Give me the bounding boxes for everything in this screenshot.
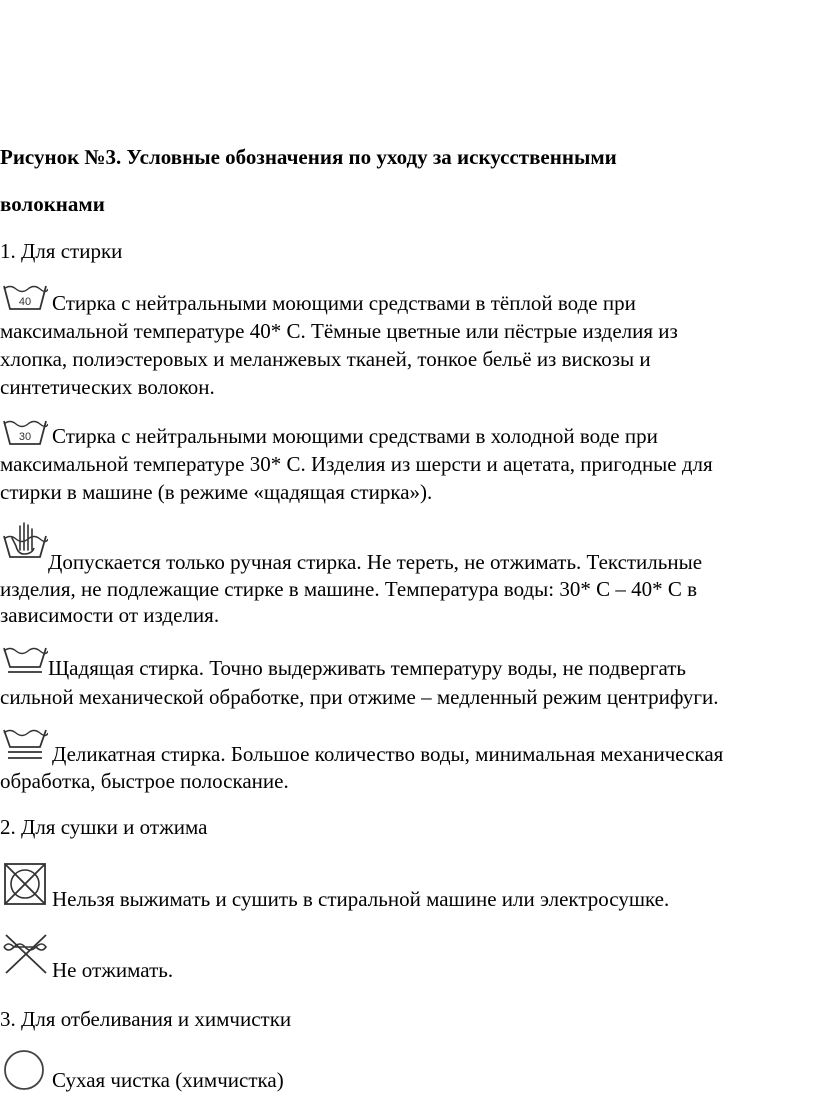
delicate-wash-text-line-2: обработка, быстрое полоскание. [0,769,289,793]
wash-30-text-line-2: максимальной температуре 30* С. Изделия из шерсти и ацетата, пригодные для [0,452,713,476]
section-heading-washing: 1. Для стирки [0,239,123,263]
delicate-wash-text-line-1: Деликатная стирка. Большое количество воды, минимальная механическая [52,742,724,766]
gentle-wash-text-line-2: сильной механической обработке, при отжиме – медленный режим центрифуги. [0,685,719,709]
wash-30-icon [2,418,48,448]
wash-40-icon [2,283,48,313]
hand-wash-text-line-2: изделия, не подлежащие стирке в машине. Температура воды: 30* С – 40* С в [0,577,698,601]
no-wring-text: Не отжимать. [52,958,174,982]
wash-40-text-line-1: Стирка с нейтральными моющими средствами в тёплой воде при [52,291,636,315]
document-title-line-2: волокнами [0,192,105,216]
no-tumble-dry-icon [2,861,48,907]
gentle-wash-icon [2,645,48,675]
hand-wash-icon [2,520,48,560]
wash-40-text-line-3: хлопка, полиэстеровых и меланжевых тканей, тонкое бельё из вискозы и [0,347,651,371]
wash-40-text-line-2: максимальной температуре 40* С. Тёмные цветные или пёстрые изделия из [0,319,678,343]
no-tumble-dry-text: Нельзя выжимать и сушить в стиральной машине или электросушке. [52,887,670,911]
wash-40-text-line-4: синтетических волокон. [0,375,215,399]
gentle-wash-text-line-1: Щадящая стирка. Точно выдерживать температуру воды, не подвергать [48,656,686,680]
wash-30-icon-label: 30 [18,431,32,443]
no-wring-icon [2,933,48,975]
section-heading-drying: 2. Для сушки и отжима [0,815,208,839]
dry-clean-text: Сухая чистка (химчистка) [52,1068,284,1092]
document-title-line-1: Рисунок №3. Условные обозначения по уходу за искусственными [0,145,617,169]
delicate-wash-icon [2,727,48,761]
dry-clean-icon [2,1048,48,1094]
wash-30-text-line-3: стирки в машине (в режиме «щадящая стирка»). [0,480,433,504]
section-heading-bleach-drycleaning: 3. Для отбеливания и химчистки [0,1007,292,1031]
wash-40-icon-label: 40 [18,296,32,308]
hand-wash-text-line-1: Допускается только ручная стирка. Не тереть, не отжимать. Текстильные [48,550,703,574]
wash-30-text-line-1: Стирка с нейтральными моющими средствами в холодной воде при [52,424,658,448]
hand-wash-text-line-3: зависимости от изделия. [0,603,220,627]
